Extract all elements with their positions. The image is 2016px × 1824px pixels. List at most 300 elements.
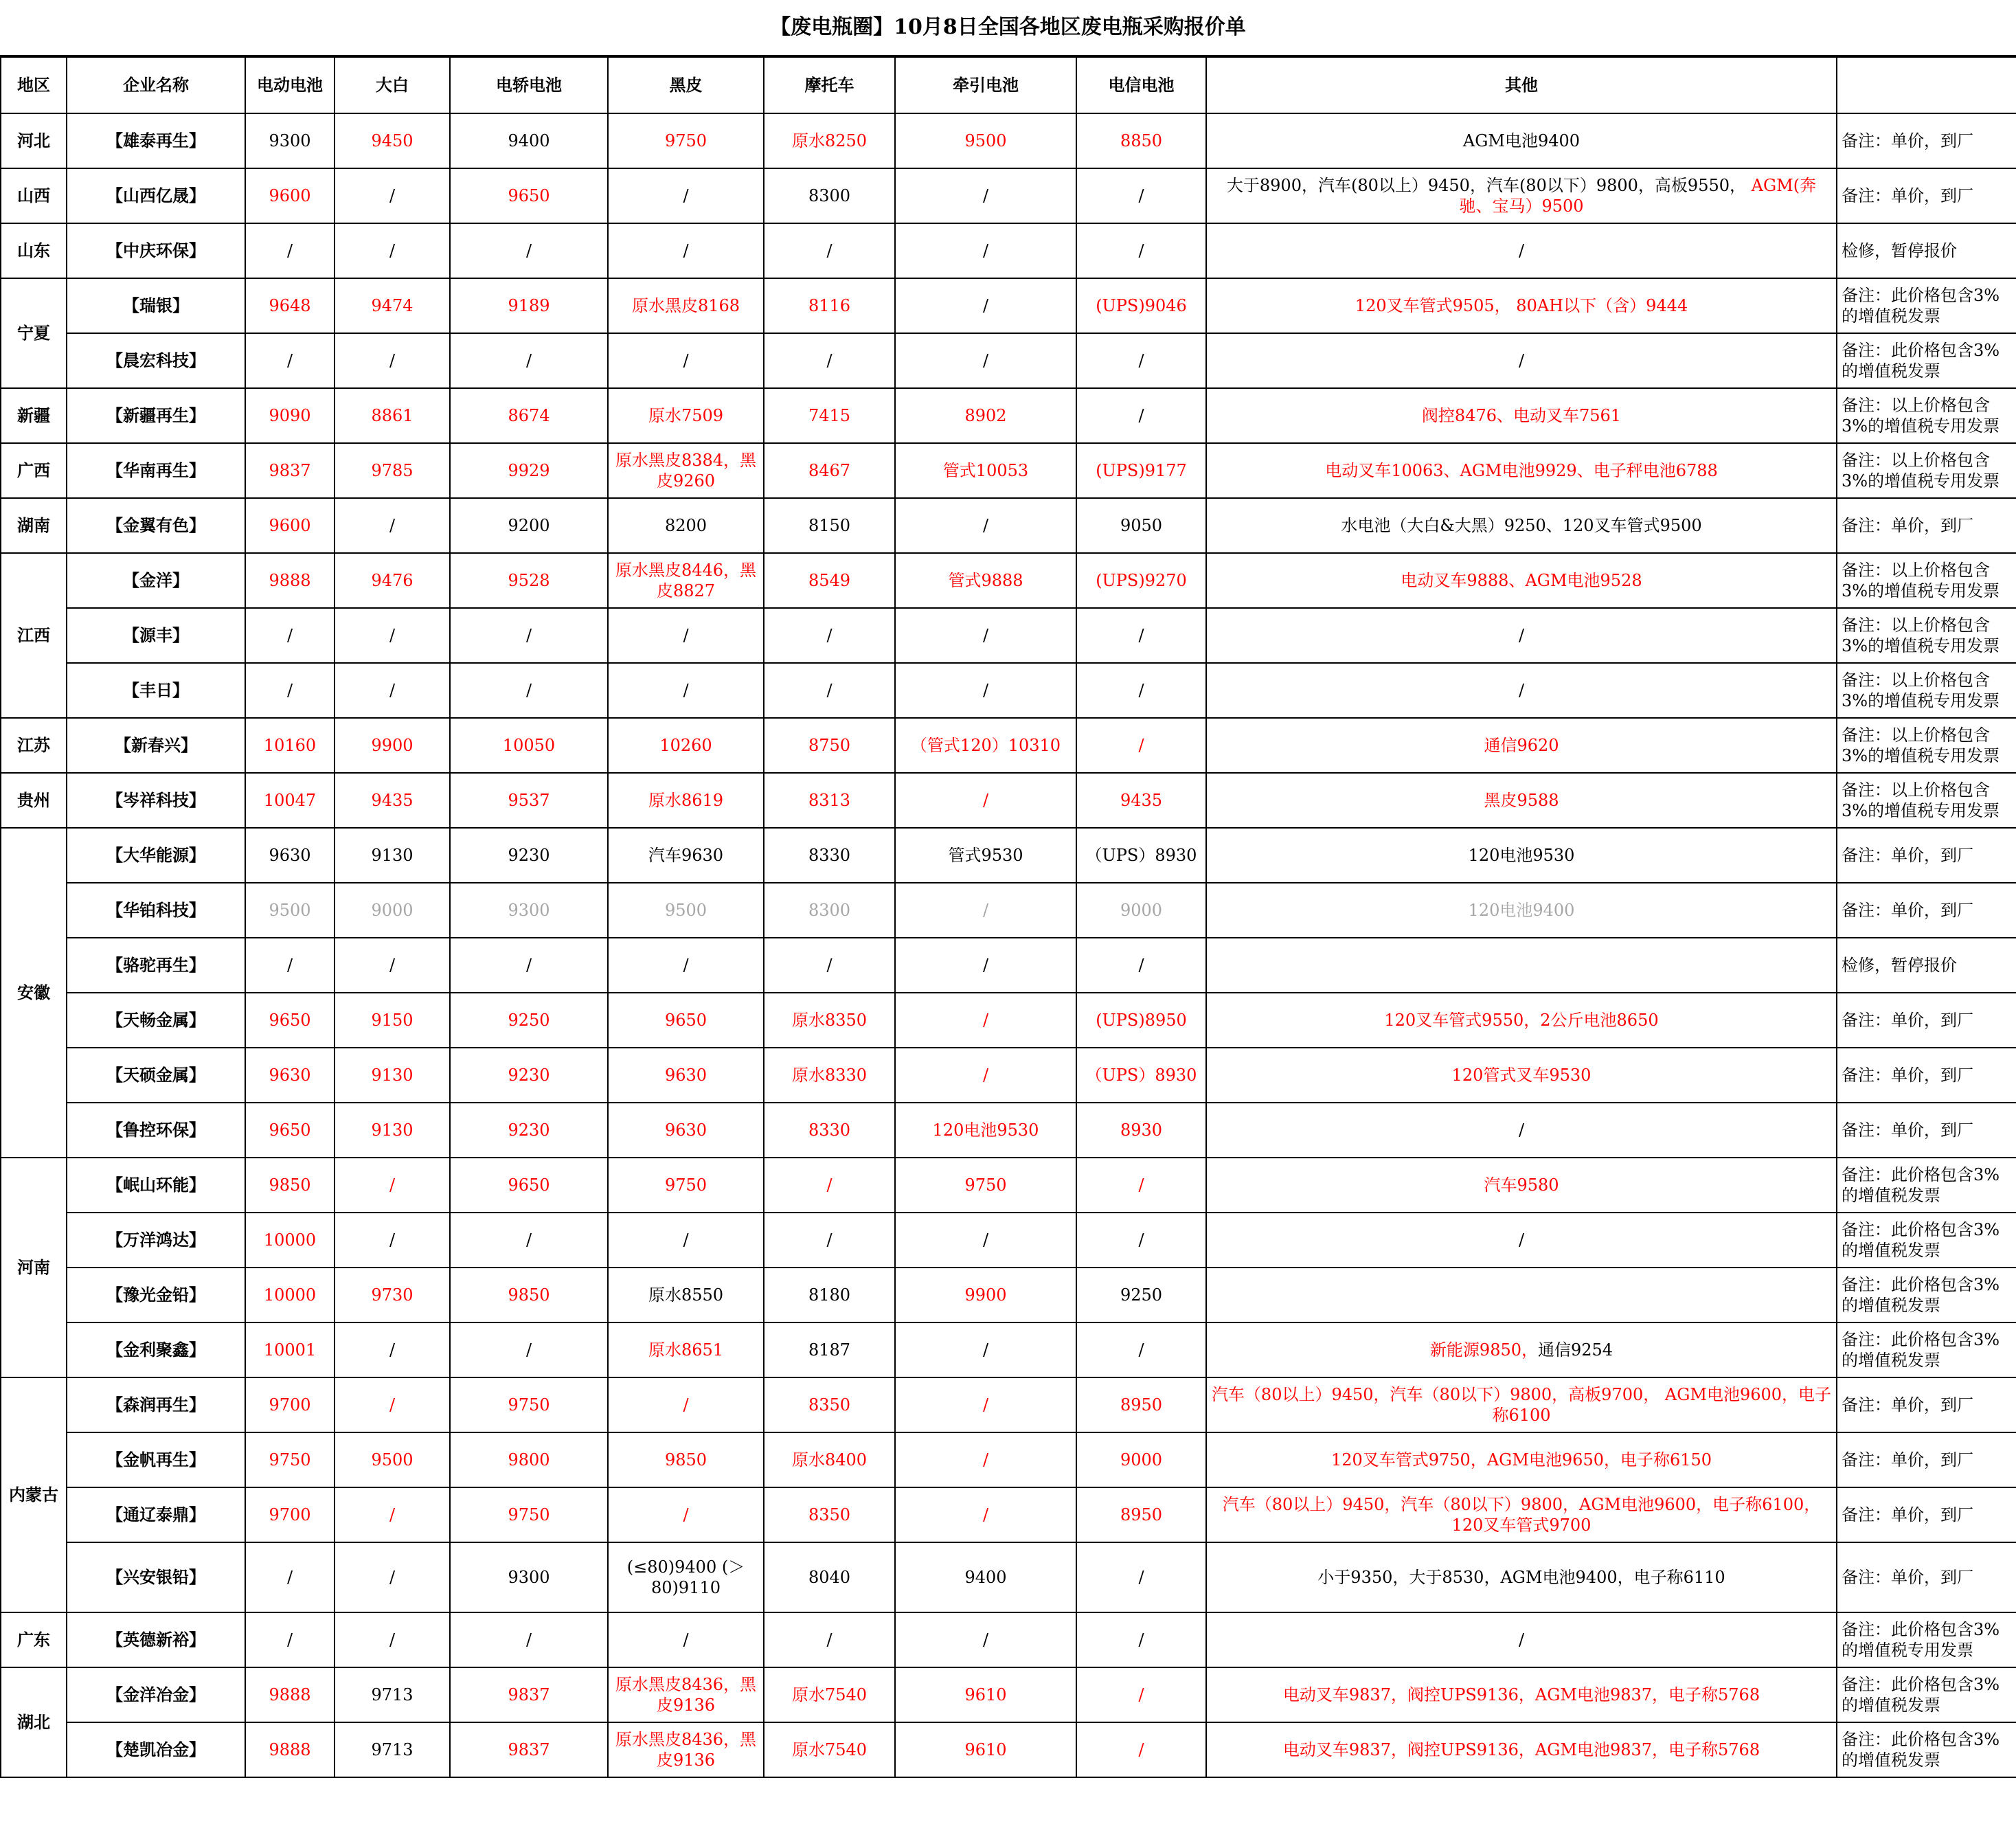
price-cell: 9150 [335, 993, 450, 1048]
price-cell: / [895, 1487, 1076, 1542]
price-cell: 9300 [450, 883, 608, 938]
column-header: 摩托车 [764, 57, 895, 113]
other-cell: 120电池9530 [1206, 828, 1837, 883]
price-cell: / [335, 1322, 450, 1377]
price-cell: 10000 [245, 1213, 335, 1268]
company-cell: 【源丰】 [67, 608, 245, 663]
company-cell: 【山西亿晟】 [67, 168, 245, 223]
price-cell: / [608, 663, 764, 718]
price-cell: 9650 [608, 993, 764, 1048]
table-row [1, 223, 2016, 278]
price-cell: 9700 [245, 1377, 335, 1432]
price-cell: 9000 [1076, 1432, 1206, 1487]
price-cell: 9750 [450, 1377, 608, 1432]
table-row [1, 663, 2016, 718]
company-cell: 【金洋】 [67, 553, 245, 608]
price-cell: 8200 [608, 498, 764, 553]
price-cell: 8330 [764, 828, 895, 883]
price-cell: 管式9888 [895, 553, 1076, 608]
column-header [1837, 57, 2016, 113]
table-row [1, 828, 2016, 883]
price-cell: 原水8651 [608, 1322, 764, 1377]
price-cell: 9888 [245, 553, 335, 608]
price-cell: 10047 [245, 773, 335, 828]
price-cell: / [1076, 1612, 1206, 1667]
price-cell: 9888 [245, 1722, 335, 1777]
note-cell: 备注：此价格包含3%的增值税发票 [1837, 1322, 2016, 1377]
price-cell: / [245, 663, 335, 718]
table-row [1, 1722, 2016, 1777]
price-cell: / [895, 1432, 1076, 1487]
price-cell: 9650 [450, 168, 608, 223]
price-cell: 9435 [335, 773, 450, 828]
price-cell: 9600 [245, 168, 335, 223]
price-cell: 9837 [450, 1722, 608, 1777]
price-cell: / [1076, 168, 1206, 223]
price-cell: 9130 [335, 828, 450, 883]
price-cell: （管式120）10310 [895, 718, 1076, 773]
region-cell: 山西 [1, 168, 67, 223]
note-cell: 备注：此价格包含3%的增值税发票 [1837, 1667, 2016, 1722]
price-cell: / [895, 223, 1076, 278]
price-cell: 8313 [764, 773, 895, 828]
company-cell: 【雄泰再生】 [67, 113, 245, 168]
price-cell: 9000 [1076, 883, 1206, 938]
other-cell: 水电池（大白&大黑）9250、120叉车管式9500 [1206, 498, 1837, 553]
price-cell: 8861 [335, 388, 450, 443]
price-cell: 原水7509 [608, 388, 764, 443]
note-cell: 备注：此价格包含3%的增值税发票 [1837, 1213, 2016, 1268]
note-cell: 备注：以上价格包含3%的增值税专用发票 [1837, 443, 2016, 498]
price-cell: / [1076, 333, 1206, 388]
price-cell: 9500 [895, 113, 1076, 168]
note-cell: 备注：单价，到厂 [1837, 1487, 2016, 1542]
price-cell: 9300 [245, 113, 335, 168]
company-cell: 【兴安银铅】 [67, 1542, 245, 1612]
price-cell: 9900 [895, 1268, 1076, 1322]
company-cell: 【中庆环保】 [67, 223, 245, 278]
price-cell: / [764, 938, 895, 993]
table-row [1, 1377, 2016, 1432]
table-row [1, 608, 2016, 663]
price-cell: 8116 [764, 278, 895, 333]
other-cell: 阀控8476、电动叉车7561 [1206, 388, 1837, 443]
other-text: 大于8900，汽车(80以上）9450，汽车(80以下）9800，高板9550， [1226, 176, 1747, 195]
price-cell: / [245, 223, 335, 278]
price-cell: 9250 [1076, 1268, 1206, 1322]
price-cell: / [764, 1158, 895, 1213]
company-cell: 【新春兴】 [67, 718, 245, 773]
price-cell: 8330 [764, 1103, 895, 1158]
note-cell: 备注：此价格包含3%的增值税发票 [1837, 1722, 2016, 1777]
note-cell: 备注：以上价格包含3%的增值税专用发票 [1837, 663, 2016, 718]
note-cell: 备注：单价，到厂 [1837, 883, 2016, 938]
company-cell: 【晨宏科技】 [67, 333, 245, 388]
price-cell: 8300 [764, 883, 895, 938]
price-cell: (UPS)9046 [1076, 278, 1206, 333]
price-cell: 8902 [895, 388, 1076, 443]
price-cell: 9230 [450, 1103, 608, 1158]
note-cell: 备注：单价，到厂 [1837, 498, 2016, 553]
price-cell: 9528 [450, 553, 608, 608]
company-cell: 【鲁控环保】 [67, 1103, 245, 1158]
company-cell: 【新疆再生】 [67, 388, 245, 443]
price-cell: 9850 [245, 1158, 335, 1213]
company-cell: 【豫光金铅】 [67, 1268, 245, 1322]
note-cell: 备注：单价，到厂 [1837, 168, 2016, 223]
other-cell: 电动叉车10063、AGM电池9929、电子秤电池6788 [1206, 443, 1837, 498]
price-cell: 9700 [245, 1487, 335, 1542]
price-cell: 9400 [450, 113, 608, 168]
column-header: 大白 [335, 57, 450, 113]
price-cell: 9537 [450, 773, 608, 828]
table-row [1, 443, 2016, 498]
price-cell: 8150 [764, 498, 895, 553]
price-cell: / [335, 938, 450, 993]
price-cell: 8674 [450, 388, 608, 443]
price-cell: 120电池9530 [895, 1103, 1076, 1158]
table-row [1, 1158, 2016, 1213]
price-cell: 8040 [764, 1542, 895, 1612]
price-cell: 9230 [450, 828, 608, 883]
price-cell: 9750 [608, 113, 764, 168]
price-cell: 9189 [450, 278, 608, 333]
price-cell: 9837 [450, 1667, 608, 1722]
other-cell: 黑皮9588 [1206, 773, 1837, 828]
price-cell: / [335, 663, 450, 718]
other-cell: / [1206, 1612, 1837, 1667]
price-cell: 9450 [335, 113, 450, 168]
note-cell: 备注：此价格包含3%的增值税发票 [1837, 333, 2016, 388]
region-cell: 江苏 [1, 718, 67, 773]
price-cell: 9610 [895, 1722, 1076, 1777]
price-cell: 9200 [450, 498, 608, 553]
price-cell: / [764, 333, 895, 388]
company-cell: 【万洋鸿达】 [67, 1213, 245, 1268]
price-cell: 9650 [245, 993, 335, 1048]
price-cell: 原水黑皮8436，黑皮9136 [608, 1722, 764, 1777]
other-cell [1206, 1322, 1837, 1377]
price-cell: / [608, 1377, 764, 1432]
price-cell: 9648 [245, 278, 335, 333]
column-header: 其他 [1206, 57, 1837, 113]
price-cell: 7415 [764, 388, 895, 443]
price-cell: / [1076, 1667, 1206, 1722]
price-cell: / [450, 608, 608, 663]
price-cell: / [895, 498, 1076, 553]
region-cell: 湖北 [1, 1667, 67, 1777]
note-cell: 备注：此价格包含3%的增值税发票 [1837, 1268, 2016, 1322]
company-cell: 【岷山环能】 [67, 1158, 245, 1213]
price-cell: 9090 [245, 388, 335, 443]
table-row [1, 1268, 2016, 1322]
company-cell: 【大华能源】 [67, 828, 245, 883]
price-cell: / [895, 883, 1076, 938]
note-cell: 备注：以上价格包含3%的增值税专用发票 [1837, 553, 2016, 608]
column-header: 牵引电池 [895, 57, 1076, 113]
price-cell: (UPS)9177 [1076, 443, 1206, 498]
other-cell: 120管式叉车9530 [1206, 1048, 1837, 1103]
price-cell: 9929 [450, 443, 608, 498]
other-cell: / [1206, 663, 1837, 718]
table-row [1, 498, 2016, 553]
price-cell: / [1076, 1322, 1206, 1377]
price-cell: 9750 [895, 1158, 1076, 1213]
column-header: 企业名称 [67, 57, 245, 113]
region-cell: 河南 [1, 1158, 67, 1377]
other-text-highlight: 新能源9850， [1429, 1340, 1538, 1360]
price-cell: (UPS)9270 [1076, 553, 1206, 608]
note-cell: 备注：以上价格包含3%的增值税专用发票 [1837, 773, 2016, 828]
table-row [1, 993, 2016, 1048]
note-cell: 备注：单价，到厂 [1837, 828, 2016, 883]
company-cell: 【通辽泰鼎】 [67, 1487, 245, 1542]
price-cell: / [608, 1487, 764, 1542]
other-cell: 通信9620 [1206, 718, 1837, 773]
price-cell: 9750 [245, 1432, 335, 1487]
price-cell: / [335, 498, 450, 553]
price-cell: （UPS）8930 [1076, 1048, 1206, 1103]
region-cell: 河北 [1, 113, 67, 168]
price-cell: / [245, 333, 335, 388]
price-cell: 9500 [335, 1432, 450, 1487]
price-cell: 原水7540 [764, 1722, 895, 1777]
other-cell: 小于9350，大于8530，AGM电池9400，电子称6110 [1206, 1542, 1837, 1612]
company-cell: 【金帆再生】 [67, 1432, 245, 1487]
company-cell: 【金翼有色】 [67, 498, 245, 553]
price-cell: / [335, 608, 450, 663]
price-cell: 8467 [764, 443, 895, 498]
price-cell: 9730 [335, 1268, 450, 1322]
price-cell: 9630 [245, 1048, 335, 1103]
note-cell: 备注：以上价格包含3%的增值税专用发票 [1837, 608, 2016, 663]
price-cell: / [245, 938, 335, 993]
other-cell [1206, 1268, 1837, 1322]
price-cell: / [608, 223, 764, 278]
column-header: 电信电池 [1076, 57, 1206, 113]
company-cell: 【天硕金属】 [67, 1048, 245, 1103]
table-row [1, 553, 2016, 608]
price-cell: / [895, 663, 1076, 718]
price-cell: 9785 [335, 443, 450, 498]
price-cell: 10260 [608, 718, 764, 773]
table-row [1, 1542, 2016, 1612]
price-table [0, 56, 2016, 1778]
price-cell: / [764, 608, 895, 663]
region-cell: 贵州 [1, 773, 67, 828]
price-cell: / [895, 773, 1076, 828]
region-cell: 新疆 [1, 388, 67, 443]
note-cell: 备注：此价格包含3%的增值税专用发票 [1837, 1612, 2016, 1667]
price-cell: 8180 [764, 1268, 895, 1322]
price-cell: 管式10053 [895, 443, 1076, 498]
company-cell: 【英德新裕】 [67, 1612, 245, 1667]
price-cell: / [450, 1612, 608, 1667]
price-cell: / [895, 608, 1076, 663]
price-cell: / [764, 1612, 895, 1667]
price-cell: / [1076, 223, 1206, 278]
other-cell: 120叉车管式9750，AGM电池9650，电子称6150 [1206, 1432, 1837, 1487]
note-cell: 检修，暂停报价 [1837, 938, 2016, 993]
price-cell: 9435 [1076, 773, 1206, 828]
price-cell: / [335, 1612, 450, 1667]
price-cell: 9888 [245, 1667, 335, 1722]
price-cell: / [335, 223, 450, 278]
company-cell: 【金利聚鑫】 [67, 1322, 245, 1377]
note-cell: 备注：以上价格包含3%的增值税专用发票 [1837, 388, 2016, 443]
price-cell: 9130 [335, 1103, 450, 1158]
other-cell: 汽车9580 [1206, 1158, 1837, 1213]
price-cell: / [895, 1377, 1076, 1432]
price-cell: / [450, 333, 608, 388]
price-cell: 9630 [245, 828, 335, 883]
price-cell: 8187 [764, 1322, 895, 1377]
other-cell: 汽车（80以上）9450，汽车（80以下）9800，AGM电池9600，电子称6100， 120叉车管式9700 [1206, 1487, 1837, 1542]
price-cell: 汽车9630 [608, 828, 764, 883]
price-cell: / [450, 223, 608, 278]
other-cell: 汽车（80以上）9450，汽车（80以下）9800，高板9700， AGM电池9600，电子称6100 [1206, 1377, 1837, 1432]
price-cell: 9400 [895, 1542, 1076, 1612]
price-cell: / [335, 333, 450, 388]
price-cell: 9850 [450, 1268, 608, 1322]
table-row [1, 113, 2016, 168]
table-row [1, 168, 2016, 223]
price-cell: 9837 [245, 443, 335, 498]
price-cell: / [895, 1213, 1076, 1268]
note-cell: 备注：此价格包含3%的增值税发票 [1837, 278, 2016, 333]
other-cell [1206, 938, 1837, 993]
company-cell: 【岑祥科技】 [67, 773, 245, 828]
table-row [1, 1612, 2016, 1667]
price-cell: / [1076, 1722, 1206, 1777]
price-cell: / [895, 1048, 1076, 1103]
table-row [1, 1048, 2016, 1103]
company-cell: 【丰日】 [67, 663, 245, 718]
table-row [1, 883, 2016, 938]
price-cell: 原水8550 [608, 1268, 764, 1322]
company-cell: 【瑞银】 [67, 278, 245, 333]
price-cell: 10050 [450, 718, 608, 773]
price-cell: 原水黑皮8436，黑皮9136 [608, 1667, 764, 1722]
price-cell: 10001 [245, 1322, 335, 1377]
price-cell: 原水8400 [764, 1432, 895, 1487]
company-cell: 【森润再生】 [67, 1377, 245, 1432]
other-text-highlight: AGM(奔驰、宝马）9500 [1459, 176, 1817, 216]
price-cell: 管式9530 [895, 828, 1076, 883]
price-cell: (UPS)8950 [1076, 993, 1206, 1048]
table-row [1, 1667, 2016, 1722]
price-cell: / [608, 1213, 764, 1268]
price-cell: 8950 [1076, 1377, 1206, 1432]
price-cell: / [335, 1213, 450, 1268]
price-cell: / [1076, 1542, 1206, 1612]
price-cell: 9130 [335, 1048, 450, 1103]
price-cell: / [245, 608, 335, 663]
price-cell: 9050 [1076, 498, 1206, 553]
price-cell: / [608, 938, 764, 993]
other-cell: 120电池9400 [1206, 883, 1837, 938]
table-row [1, 333, 2016, 388]
price-cell: / [895, 938, 1076, 993]
table-row [1, 1103, 2016, 1158]
price-cell: 原水7540 [764, 1667, 895, 1722]
price-cell: 9630 [608, 1103, 764, 1158]
other-text: 通信9254 [1538, 1340, 1613, 1360]
table-row [1, 278, 2016, 333]
other-cell: 电动叉车9888、AGM电池9528 [1206, 553, 1837, 608]
table-row [1, 718, 2016, 773]
price-cell: 9750 [450, 1487, 608, 1542]
price-cell: 10000 [245, 1268, 335, 1322]
price-cell: 8950 [1076, 1487, 1206, 1542]
note-cell: 备注：单价，到厂 [1837, 1377, 2016, 1432]
price-cell: / [335, 1158, 450, 1213]
price-cell: 8300 [764, 168, 895, 223]
note-cell: 备注：单价，到厂 [1837, 1432, 2016, 1487]
price-cell: / [1076, 1213, 1206, 1268]
price-cell: 8549 [764, 553, 895, 608]
company-cell: 【天畅金属】 [67, 993, 245, 1048]
price-cell: 8350 [764, 1487, 895, 1542]
price-cell: / [895, 278, 1076, 333]
other-cell: 电动叉车9837，阀控UPS9136，AGM电池9837，电子称5768 [1206, 1722, 1837, 1777]
price-cell: / [1076, 388, 1206, 443]
other-cell: / [1206, 333, 1837, 388]
price-cell: / [895, 1612, 1076, 1667]
table-row [1, 1213, 2016, 1268]
price-cell: 原水8350 [764, 993, 895, 1048]
price-cell: / [895, 993, 1076, 1048]
price-cell: 原水黑皮8446，黑皮8827 [608, 553, 764, 608]
note-cell: 备注：单价，到厂 [1837, 113, 2016, 168]
other-cell [1206, 168, 1837, 223]
other-cell: / [1206, 1103, 1837, 1158]
company-cell: 【华南再生】 [67, 443, 245, 498]
price-cell: / [1076, 1158, 1206, 1213]
price-cell: / [895, 1322, 1076, 1377]
table-body [1, 113, 2016, 1777]
table-row [1, 388, 2016, 443]
note-cell: 检修，暂停报价 [1837, 223, 2016, 278]
price-cell: / [1076, 663, 1206, 718]
region-cell: 广西 [1, 443, 67, 498]
header-row [1, 57, 2016, 113]
price-cell: / [764, 663, 895, 718]
price-cell: / [245, 1542, 335, 1612]
region-cell: 山东 [1, 223, 67, 278]
table-row [1, 938, 2016, 993]
price-cell: 原水8250 [764, 113, 895, 168]
price-cell: 9713 [335, 1667, 450, 1722]
price-cell: （UPS）8930 [1076, 828, 1206, 883]
price-cell: 9250 [450, 993, 608, 1048]
price-cell: 8850 [1076, 113, 1206, 168]
price-cell: 原水8619 [608, 773, 764, 828]
price-cell: 8350 [764, 1377, 895, 1432]
price-cell: 9800 [450, 1432, 608, 1487]
price-cell: 10160 [245, 718, 335, 773]
other-cell: AGM电池9400 [1206, 113, 1837, 168]
price-cell: 9750 [608, 1158, 764, 1213]
price-cell: / [608, 608, 764, 663]
price-cell: / [1076, 938, 1206, 993]
other-cell: / [1206, 223, 1837, 278]
price-cell: 9476 [335, 553, 450, 608]
other-cell: 120叉车管式9550，2公斤电池8650 [1206, 993, 1837, 1048]
column-header: 电轿电池 [450, 57, 608, 113]
note-cell: 备注：单价，到厂 [1837, 1103, 2016, 1158]
price-cell: 9500 [245, 883, 335, 938]
